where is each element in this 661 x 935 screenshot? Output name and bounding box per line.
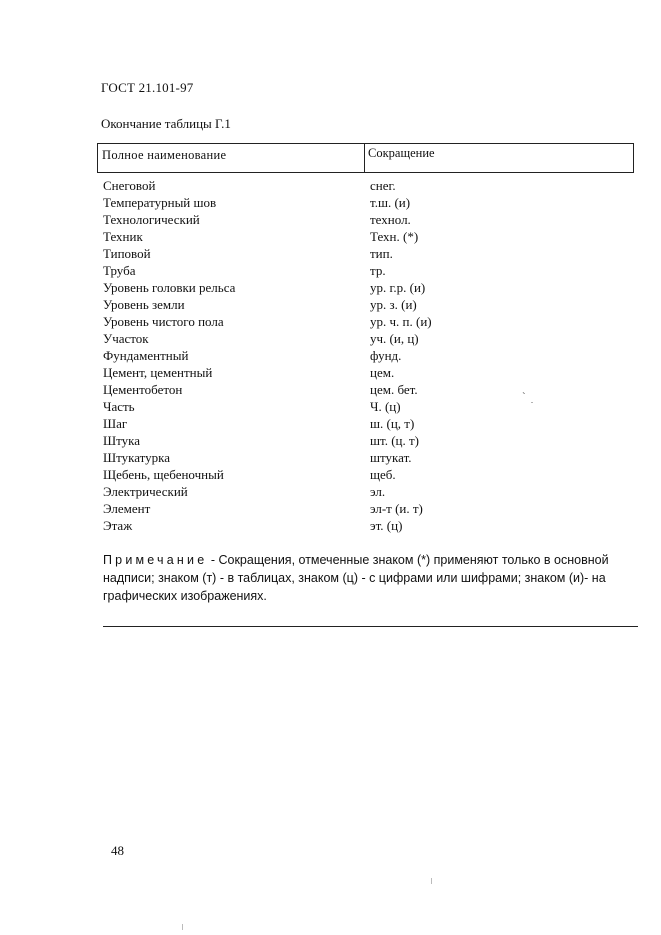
row-full-name: Технологический (103, 212, 200, 227)
row-full-name: Уровень земли (103, 297, 185, 312)
table-row (103, 211, 623, 228)
row-full-name: Электрический (103, 484, 188, 499)
row-full-name: Этаж (103, 518, 133, 533)
separator-line (103, 626, 638, 627)
table-row (103, 245, 623, 262)
row-full-name: Цемент, цементный (103, 365, 213, 380)
table-body (103, 177, 623, 534)
row-abbreviation: фунд. (370, 348, 402, 363)
table-row (103, 313, 623, 330)
row-abbreviation: щеб. (370, 467, 396, 482)
row-abbreviation: эл. (370, 484, 386, 499)
row-abbreviation: уч. (и, ц) (370, 331, 419, 346)
row-abbreviation: цем. (370, 365, 395, 380)
scan-mark (182, 924, 183, 930)
scan-speck: ` (522, 391, 526, 403)
row-full-name: Щебень, щебеночный (103, 467, 224, 482)
row-full-name: Цементобетон (103, 382, 183, 397)
row-full-name: Уровень чистого пола (103, 314, 224, 329)
table-row (103, 262, 623, 279)
row-abbreviation: снег. (370, 178, 396, 193)
table-row (103, 194, 623, 211)
header-divider (364, 144, 365, 172)
row-abbreviation: ур. г.р. (и) (370, 280, 426, 295)
row-full-name: Уровень головки рельса (103, 280, 236, 295)
table-row (103, 432, 623, 449)
table-row (103, 381, 623, 398)
scan-speck: . (531, 396, 533, 405)
table-row (103, 279, 623, 296)
row-full-name: Штука (103, 433, 141, 448)
row-full-name: Участок (103, 331, 149, 346)
table-row (103, 330, 623, 347)
row-full-name: Снеговой (103, 178, 156, 193)
row-abbreviation: ур. з. (и) (370, 297, 417, 312)
table-row (103, 228, 623, 245)
row-full-name: Часть (103, 399, 135, 414)
table-header (97, 143, 634, 173)
table-row (103, 466, 623, 483)
table-row (103, 364, 623, 381)
row-full-name: Типовой (103, 246, 151, 261)
table-row (103, 415, 623, 432)
row-abbreviation: штукат. (370, 450, 412, 465)
document-id: ГОСТ 21.101-97 (101, 80, 194, 95)
note (103, 551, 638, 605)
row-abbreviation: эл-т (и. т) (370, 501, 423, 516)
row-abbreviation: тр. (370, 263, 386, 278)
header-abbreviation: Сокращение (368, 146, 435, 160)
table-row (103, 500, 623, 517)
note-label: Примечание (103, 553, 208, 567)
table-row (103, 449, 623, 466)
row-full-name: Труба (103, 263, 136, 278)
table-row (103, 296, 623, 313)
row-abbreviation: эт. (ц) (370, 518, 403, 533)
row-full-name: Температурный шов (103, 195, 217, 210)
row-abbreviation: ур. ч. п. (и) (370, 314, 432, 329)
note-text: - Сокращения, отмеченные знаком (*) применяют только в основной надписи; знаком (т) - в таблицах, знаком (ц) - с цифрами или шифрами; знаком (и)- на графических изображениях. (103, 553, 609, 603)
table-row (103, 517, 623, 534)
page-number: 48 (111, 843, 124, 858)
table-row (103, 483, 623, 500)
row-abbreviation: цем. бет. (370, 382, 418, 397)
row-full-name: Штукатурка (103, 450, 171, 465)
row-abbreviation: т.ш. (и) (370, 195, 411, 210)
header-full-name: Полное наименование (102, 148, 227, 162)
table-row (103, 177, 623, 194)
scan-mark (431, 878, 432, 884)
row-full-name: Элемент (103, 501, 151, 516)
row-abbreviation: технол. (370, 212, 411, 227)
row-full-name: Шаг (103, 416, 128, 431)
row-abbreviation: Техн. (*) (370, 229, 419, 244)
row-full-name: Фундаментный (103, 348, 189, 363)
table-row (103, 398, 623, 415)
row-full-name: Техник (103, 229, 143, 244)
row-abbreviation: шт. (ц. т) (370, 433, 420, 448)
row-abbreviation: тип. (370, 246, 393, 261)
table-row (103, 347, 623, 364)
table-caption: Окончание таблицы Г.1 (101, 116, 231, 131)
row-abbreviation: Ч. (ц) (370, 399, 401, 414)
row-abbreviation: ш. (ц, т) (370, 416, 415, 431)
